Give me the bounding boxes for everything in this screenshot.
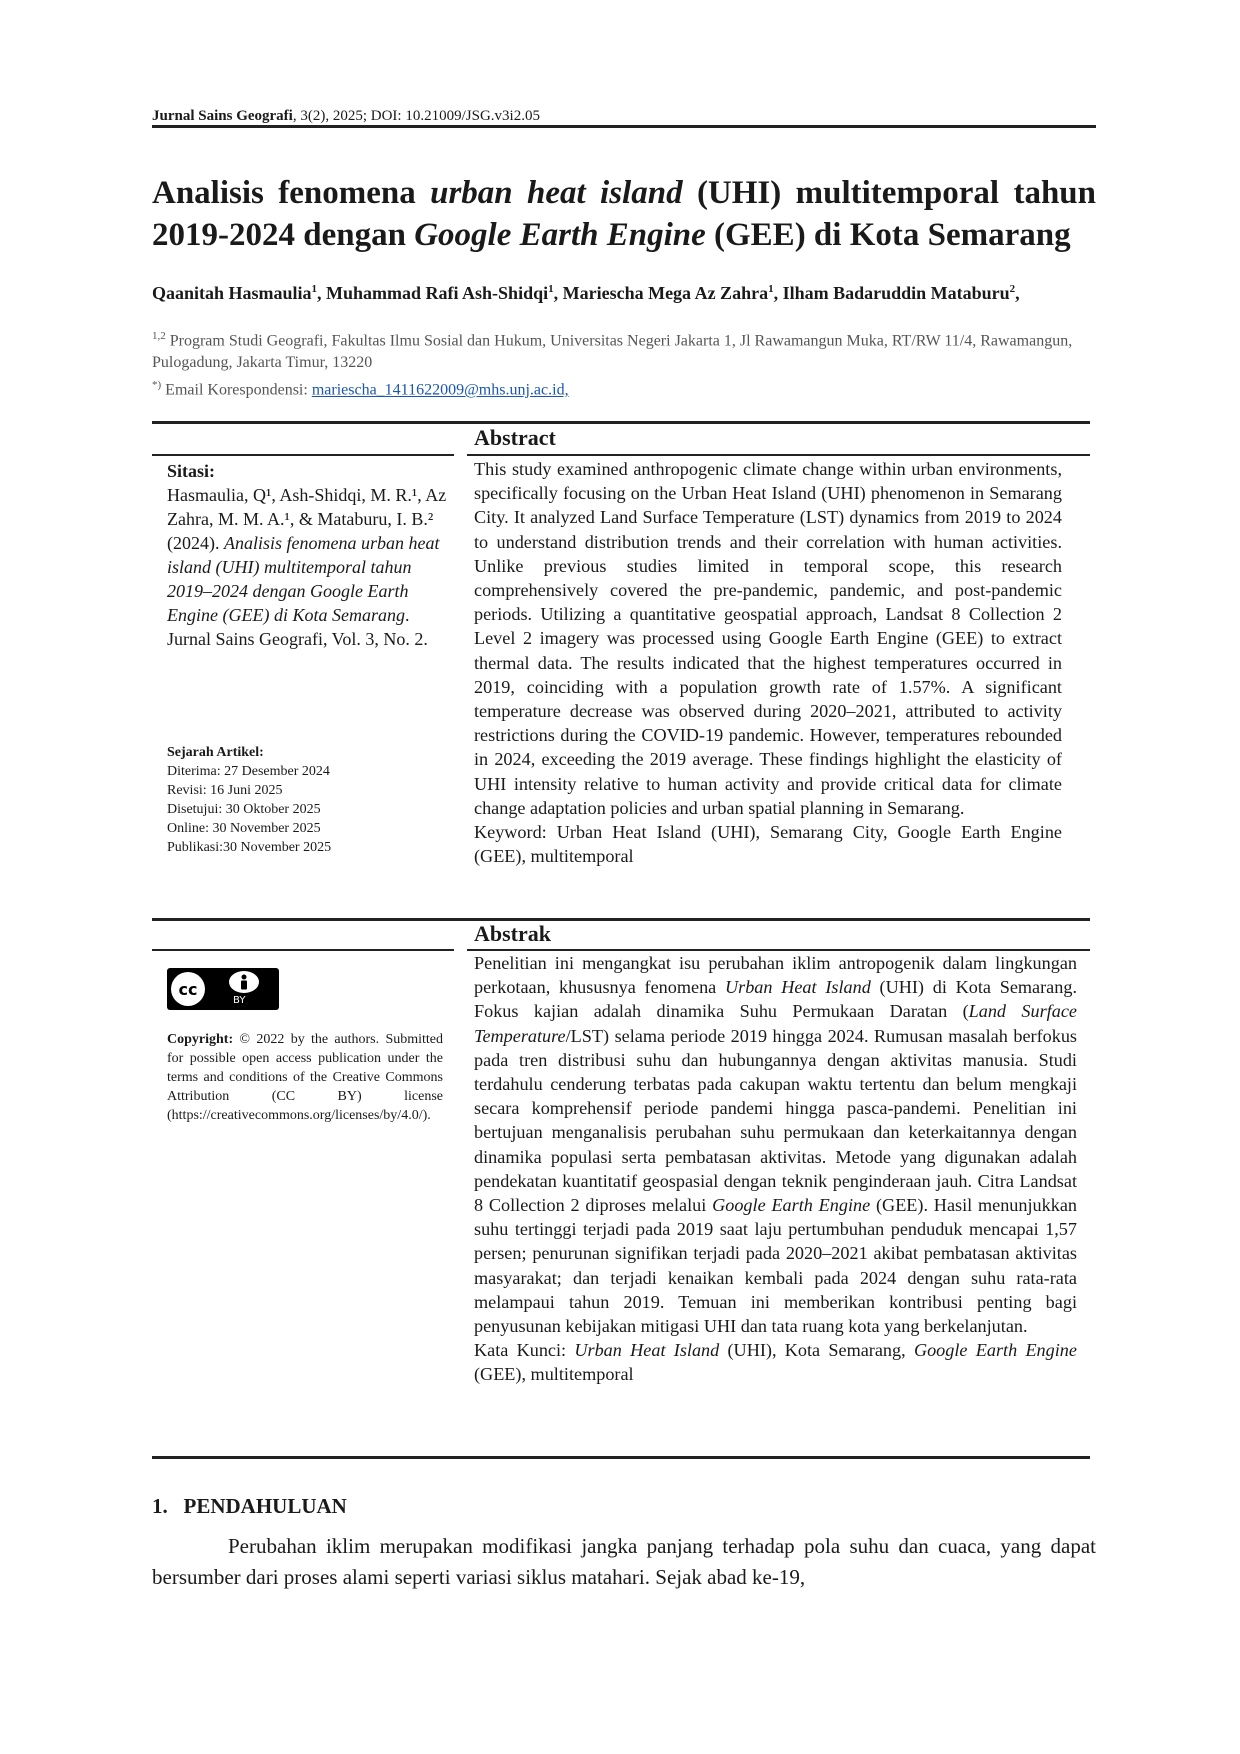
- abstrak-part: Penelitian ini mengangkat isu perubahan iklim antropogenik dalam lingkungan perkotaan, khususnya fenomena: [474, 953, 1077, 998]
- section-heading: 1. PENDAHULUAN: [152, 1494, 347, 1518]
- citation-authors: Hasmaulia, Q¹, Ash-Shidqi, M. R.¹, Az Zahra, M. M. A.¹, & Mataburu, I. B.² (2024).: [167, 485, 447, 553]
- kw-part: (UHI), Kota Semarang,: [719, 1340, 914, 1361]
- author-affil-mark: 1: [548, 283, 554, 295]
- left-license-rule: [152, 949, 454, 951]
- title-line-2: [152, 214, 1096, 256]
- title-part-italic: urban heat island: [430, 175, 683, 211]
- affil-mark: 1,2: [152, 330, 166, 342]
- abstract-top-rule: [152, 421, 1090, 424]
- abstrak-keywords: [474, 1338, 1077, 1386]
- paper-title: [152, 172, 1096, 256]
- history-online: Online: 30 November 2025: [167, 821, 321, 836]
- author-affil-mark: 1: [768, 283, 774, 295]
- history-accepted: Disetujui: 30 Oktober 2025: [167, 802, 321, 817]
- journal-citation: , 3(2), 2025; DOI: 10.21009/JSG.v3i2.05: [292, 108, 540, 124]
- abstrak-part-italic: Google Earth Engine: [712, 1195, 871, 1216]
- author: , Muhammad Rafi Ash-Shidqi: [317, 283, 549, 303]
- by-label: BY: [233, 995, 246, 1006]
- running-header: [152, 108, 540, 125]
- kw-part-italic: Google Earth Engine: [913, 1340, 1077, 1361]
- person-glyph-icon: [235, 973, 253, 991]
- abstrak-top-rule: [152, 918, 1090, 921]
- email-link[interactable]: mariescha_1411622009@mhs.unj.ac.id,: [311, 381, 569, 399]
- title-part-italic: Google Earth Engine: [414, 217, 706, 253]
- section-paragraph: Perubahan iklim merupakan modifikasi jangka panjang terhadap pola suhu dan cuaca, yang dapat bersumber dari proses alami seperti variasi siklus matahari. Sejak abad ke-19,: [152, 1534, 1096, 1589]
- abstract-keywords: Keyword: Urban Heat Island (UHI), Semarang City, Google Earth Engine (GEE), multitemporal: [474, 822, 1062, 867]
- author: Qaanitah Hasmaulia: [152, 283, 312, 303]
- copyright-note: [167, 1030, 443, 1125]
- citation-title: Analisis fenomena urban heat island (UHI) multitemporal tahun 2019–2024 dengan Google Earth Engine (GEE) di Kota Semarang: [167, 533, 440, 625]
- email-label: Email Korespondensi:: [161, 381, 312, 399]
- author-list: [152, 276, 1096, 306]
- header-rule: [152, 125, 1096, 128]
- author-affil-mark: 1: [311, 283, 318, 295]
- abstrak-bottom-rule: [152, 1456, 1090, 1459]
- affiliation: [152, 325, 1096, 402]
- title-part: 2019-2024 dengan: [152, 217, 415, 253]
- citation-journal: . Jurnal Sains Geografi, Vol. 3, No. 2.: [167, 605, 428, 649]
- abstrak-body: [474, 951, 1077, 1387]
- copyright-text: © 2022 by the authors. Submitted for possible open access publication under the terms and conditions of the Creative Commons Attribution (CC BY) license (https://creativecommons.org/licenses/by/4.0/).: [167, 1032, 443, 1123]
- author: , Ilham Badaruddin Mataburu: [773, 283, 1010, 303]
- citation-block: [167, 459, 455, 651]
- person-icon: [229, 971, 259, 993]
- citation-text: [167, 483, 455, 651]
- abstract-text: This study examined anthropogenic climate change within urban environments, specifically focusing on the Urban Heat Island (UHI) phenomenon in Semarang City. It analyzed Land Surface Temperature (LST) dynamics from 2019 to 2024 to understand distribution trends and their correlation with human activities. Unlike previous studies limited in temporal scope, this research comprehensively covered the pre-pandemic, pandemic, and post-pandemic periods. Utilizing a quantitative geospatial approach, Landsat 8 Collection 2 Level 2 imagery was processed using Google Earth Engine (GEE) to extract thermal data. The results indicated that the highest temperatures occurred in 2019, coinciding with a population growth rate of 1.57%. A significant temperature decrease was observed during 2020–2021, attributed to activity restrictions during the COVID-19 pandemic. However, temperatures rebounded in 2024, exceeding the 2019 average. These findings highlight the elasticity of UHI intensity relative to human activity and provide critical data for climate change adaptation policies and urban spatial planning in Semarang.: [474, 459, 1062, 818]
- history-received: Diterima: 27 Desember 2024: [167, 764, 330, 779]
- author-affil-mark: 2: [1009, 283, 1016, 295]
- history-published: Publikasi:30 November 2025: [167, 840, 332, 855]
- journal-name: Jurnal Sains Geografi: [152, 108, 293, 124]
- abstrak-text: [474, 951, 1077, 1338]
- abstract-heading: Abstract: [474, 425, 556, 450]
- history-label: Sejarah Artikel:: [167, 745, 264, 760]
- cc-by-license-badge[interactable]: [167, 968, 279, 1010]
- kw-part-italic: Urban Heat Island: [574, 1340, 720, 1361]
- abstract-body: [474, 457, 1062, 868]
- author: , Mariescha Mega Az Zahra: [553, 283, 769, 303]
- article-history: [167, 743, 455, 857]
- kw-part: (GEE), multitemporal: [474, 1364, 634, 1385]
- email-mark: *): [152, 379, 162, 392]
- abstrak-part-italic: Urban Heat Island: [724, 977, 871, 998]
- author-end: ,: [1015, 283, 1020, 303]
- abstrak-heading: Abstrak: [474, 921, 552, 946]
- title-part: (UHI) multitemporal tahun: [682, 175, 1097, 211]
- affil-text: Program Studi Geografi, Fakultas Ilmu Sosial dan Hukum, Universitas Negeri Jakarta 1, Jl Rawamangun Muka, RT/RW 11/4, Rawamangun, Pulogadung, Jakarta Timur, 13220: [152, 332, 1073, 372]
- abstrak-part: (GEE). Hasil menunjukkan suhu tertinggi terjadi pada 2019 saat laju pertumbuhan penduduk mencapai 1,57 persen; penurunan signifikan terjadi pada 2020–2021 akibat pembatasan aktivitas masyarakat; dan terjadi kenaikan kembali pada 2024 dengan suhu rata-rata melampaui tahun 2019. Temuan ini memberikan kontribusi penting bagi penyusunan kebijakan mitigasi UHI dan tata ruang kota yang berkelanjutan.: [474, 1195, 1077, 1337]
- cc-icon: cc: [171, 972, 205, 1006]
- correspondence-email: [152, 374, 1096, 401]
- left-sitasi-rule: [152, 454, 454, 456]
- copyright-label: Copyright:: [167, 1032, 234, 1047]
- kw-part: Kata Kunci:: [474, 1340, 575, 1361]
- title-part: (GEE) di Kota Semarang: [705, 217, 1071, 253]
- abstract-heading-rule: [467, 454, 1090, 456]
- abstrak-part: (UHI) di Kota Semarang. Fokus kajian adalah dinamika Suhu Permukaan Daratan (: [474, 977, 1077, 1022]
- affiliation-address: [152, 325, 1096, 374]
- abstrak-part-italic: Land Surface Temperature: [474, 1001, 1077, 1046]
- title-part: Analisis fenomena: [152, 175, 431, 211]
- citation-label: Sitasi:: [167, 461, 216, 481]
- abstrak-part: /LST) selama periode 2019 hingga 2024. Rumusan masalah berfokus pada tren distribusi suhu dan hubungannya dengan aktivitas manusia. Studi terdahulu cenderung terbatas pada cakupan waktu tertentu dan belum mengkaji secara komprehensif periode pandemi hingga pasca-pandemi. Penelitian ini bertujuan menganalisis perubahan suhu permukaan dan keterkaitannya dengan dinamika populasi serta pembatasan aktivitas. Metode yang digunakan adalah pendekatan kuantitatif geospasial dengan teknik penginderaan jauh. Citra Landsat 8 Collection 2 diproses melalui: [474, 1025, 1077, 1216]
- history-revised: Revisi: 16 Juni 2025: [167, 783, 283, 798]
